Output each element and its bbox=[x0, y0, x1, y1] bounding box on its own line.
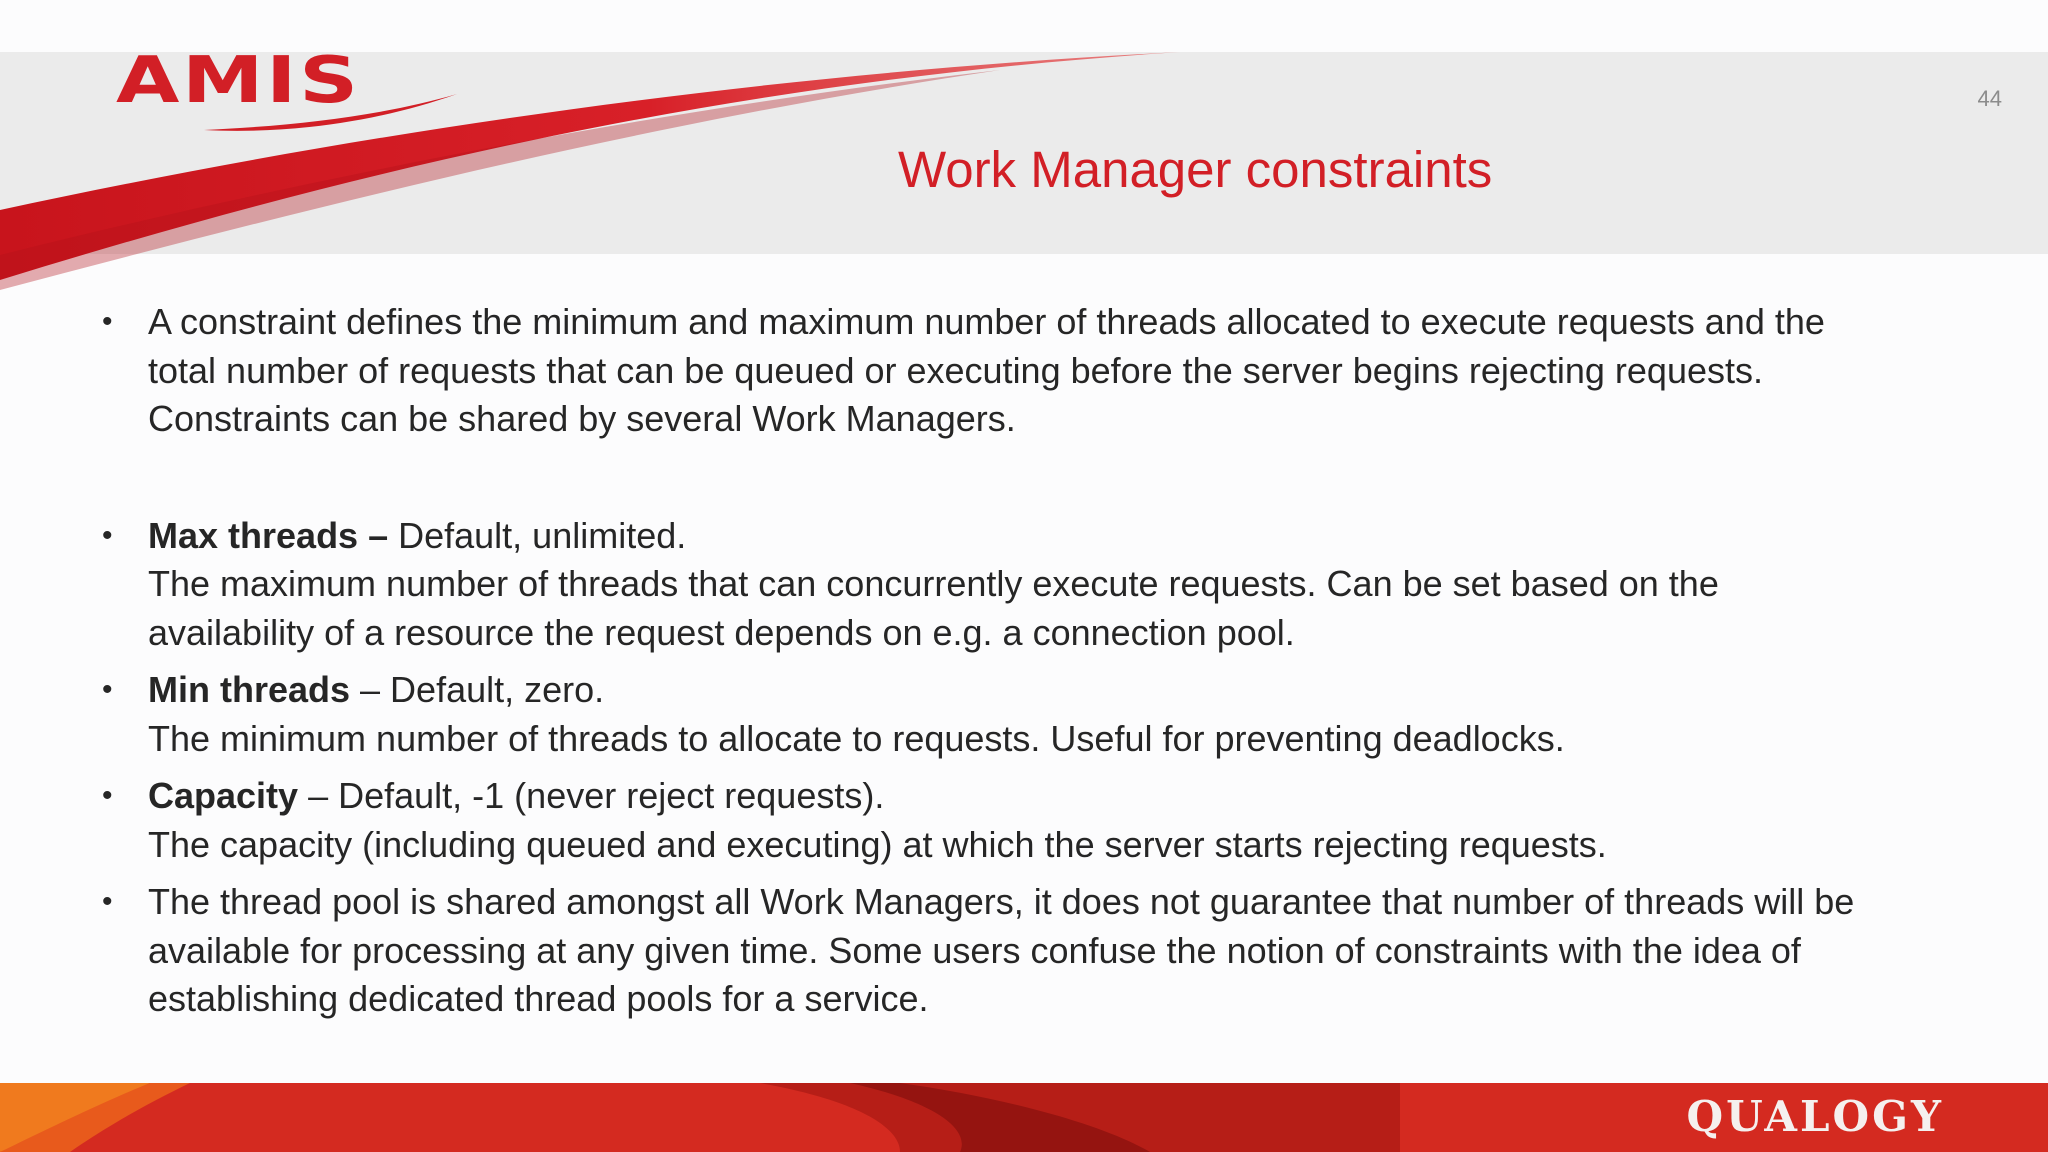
page-number: 44 bbox=[1977, 86, 2002, 111]
bullet-text: available for processing at any given time. Some users confuse the notion of constraints with the idea of bbox=[148, 929, 1801, 971]
bullet-text: establishing dedicated thread pools for a service. bbox=[148, 978, 929, 1019]
bullet-heading bbox=[148, 512, 1982, 561]
bullet-icon: • bbox=[102, 673, 113, 706]
bullet-summary: Default, unlimited. bbox=[388, 514, 687, 556]
bullet-heading bbox=[148, 772, 1982, 821]
bullet-item bbox=[102, 298, 1982, 444]
bullet-icon: • bbox=[102, 518, 113, 552]
bullet-text: The thread pool is shared amongst all Work Managers, it does not guarantee that number of threads will be bbox=[148, 881, 1855, 922]
bullet-summary: – Default, zero. bbox=[350, 669, 605, 710]
bullet-summary: – Default, -1 (never reject requests). bbox=[298, 775, 885, 816]
bullet-text: total number of requests that can be queued or executing before the server begins rejecting requests. bbox=[148, 349, 1763, 391]
slide-title: Work Manager constraints bbox=[898, 141, 1493, 198]
bullet-item bbox=[102, 512, 1982, 658]
qualogy-logo: QUALOGY bbox=[1686, 1092, 1944, 1141]
bullet-term: Max threads – bbox=[148, 514, 389, 556]
bullet-icon: • bbox=[102, 779, 113, 812]
bullet-text: The maximum number of threads that can concurrently execute requests. Can be set based on the bbox=[148, 563, 1719, 604]
bullet-icon: • bbox=[102, 885, 113, 918]
bullet-item bbox=[102, 878, 1982, 1024]
bullet-term: Min threads bbox=[148, 669, 351, 710]
bullet-icon: • bbox=[102, 305, 113, 338]
bullet-item bbox=[102, 772, 1982, 869]
bullet-item bbox=[102, 666, 1982, 763]
amis-logo: AMIS bbox=[112, 44, 472, 140]
bullet-text: The capacity (including queued and executing) at which the server starts rejecting requests. bbox=[148, 823, 1607, 865]
bullet-list bbox=[102, 298, 1982, 1024]
bullet-term: Capacity bbox=[148, 775, 299, 816]
bullet-heading bbox=[148, 666, 1982, 715]
bullet-text: The minimum number of threads to allocate to requests. Useful for preventing deadlocks. bbox=[148, 717, 1565, 759]
bullet-text: Constraints can be shared by several Work Managers. bbox=[148, 398, 1016, 439]
bullet-text: availability of a resource the request depends on e.g. a connection pool. bbox=[148, 611, 1295, 653]
bullet-text: A constraint defines the minimum and maximum number of threads allocated to execute requests and the bbox=[148, 301, 1825, 342]
